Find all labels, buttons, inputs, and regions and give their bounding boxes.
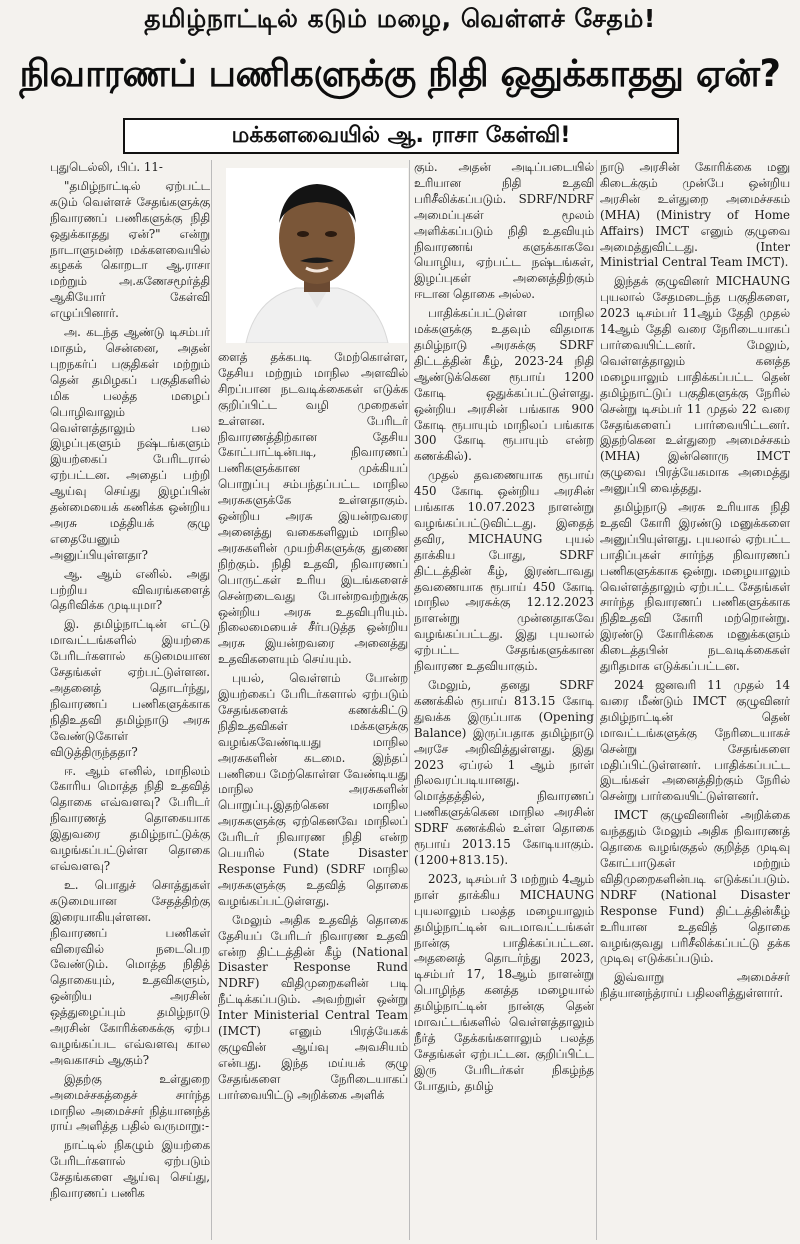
article-paragraph: IMCT குழுவினரின் அறிக்கை வந்ததும் மேலும் அதிக நிவாரணத் தொகை வழங்குதல் குறித்த முடிவு கோட்பாடுகள் மற்றும் விதிமுறைகளின்படி எடுக்கப்படும். NDRF (National Disaster Response Fund) திட்டத்தின்கீழ் உரியான உதவித் தொகை வழங்குவது பரிசீலிக்கப்பட்டு தக்க முடிவு எடுக்கப்படும். [600,808,790,966]
article-paragraph: ஈ. ஆம் எனில், மாநிலம் கோரிய மொத்த நிதி உதவித் தொகை எவ்வளவு? பேரிடர் நிவாரணத் தொகையாக இதுவரை தமிழ்நாட்டுக்கு வழங்கப்பட்டுள்ள தொகை எவ்வளவு? [50,763,210,873]
article-column-2 [218,350,408,1240]
article-paragraph: புதுடெல்லி, பிப். 11- [50,160,163,174]
kicker-headline: தமிழ்நாட்டில் கடும் மழை, வெள்ளச் சேதம்! [144,4,656,33]
column-divider [596,160,597,1240]
column-divider [409,160,410,1240]
main-headline: நிவாரணப் பணிகளுக்கு நிதி ஒதுக்காதது ஏன்? [19,52,781,95]
article-paragraph: இ. தமிழ்நாட்டின் எட்டு மாவட்டங்களில் இயற்கை பேரிடர்களால் கடுமையான சேதங்கள் ஏற்பட்டுள்ளன. அதனைத் தொடர்ந்து, நிவாரணப் பணிகளுக்காக நிதிஉதவி தமிழ்நாடு அரசு வேண்டுகோள் விடுத்திருந்ததா? [50,617,210,759]
article-paragraph: இவ்வாறு அமைச்சர் நித்யானந்த்ராய் பதிலளித்துள்ளார். [600,970,790,1001]
article-paragraph: உ. பொதுச் சொத்துகள் கடுமையான சேதத்திற்கு இரையாகியுள்ளன. நிவாரணப் பணிகள் விரைவில் நடைபெற வேண்டும். மொத்த நிதித் தொகையும், உதவிகளும், ஒன்றிய அரசின் ஒத்துழைப்பும் தமிழ்நாடு அரசின் கோரிக்கைக்கு ஏற்ப வழங்கப்பட எவ்வளவு கால அவகாசம் ஆகும்? [50,877,210,1067]
column-divider [211,160,212,1240]
article-paragraph: அ. கடந்த ஆண்டு டிசம்பர் மாதம், சென்னை, அதன் புறநகர்ப் பகுதிகள் மற்றும் தென் தமிழகப் பகுதிகளில் மிக பலத்த மழைப் பொழிவாலும் வெள்ளத்தாலும் பல இழப்புகளும் நஷ்டங்களும் இயற்கைப் பேரிடரால் ஏற்பட்டன. அதைப் பற்றி ஆய்வு செய்து இழப்பின் தன்மையைக் கணிக்க ஒன்றிய அரசு மத்தியக் குழு எதையேனும் அனுப்பியுள்ளதா? [50,325,210,562]
article-paragraph: தமிழ்நாடு அரசு உரியாக நிதி உதவி கோரி இரண்டு மனுக்களை அனுப்பியுள்ளது. புயலால் ஏற்பட்ட பாதிப்புகள் சார்ந்த நிவாரணப் பணிகளுக்காக ஒன்று. மழையாலும் வெள்ளத்தாலும் ஏற்பட்ட சேதங்கள் சார்ந்த நிவாரணப் பணிகளுக்காக நிதிஉதவி கோரி மற்றொன்று. இரண்டு கோரிக்கை மனுக்களும் கிடைத்தபின் நடவடிக்கைகள் துரிதமாக எடுக்கப்பட்டன. [600,500,790,674]
article-column-3 [414,160,594,1240]
article-paragraph: முதல் தவணையாக ரூபாய் 450 கோடி ஒன்றிய அரசின் பங்காக 10.07.2023 நாளன்று வழங்கப்பட்டுவிட்டது. இதைத் தவிர, MICHAUNG புயல் தாக்கிய போது, SDRF திட்டத்தின் கீழ், இரண்டாவது தவணையாக ரூபாய் 450 கோடி மாநில அரசுக்கு 12.12.2023 நாளன்று முன்னதாகவே வழங்கப்பட்டது. இது புயலால் ஏற்பட்ட சேதங்களுக்கான நிவாரண உதவியாகும். [414,468,594,674]
article-paragraph: நாட்டில் நிகழும் இயற்கை பேரிடர்களால் ஏற்படும் சேதங்களை ஆய்வு செய்து, நிவாரணப் பணிக [50,1138,210,1201]
article-paragraph: பாதிக்கப்பட்டுள்ள மாநில மக்களுக்கு உதவும் விதமாக தமிழ்நாடு அரசுக்கு SDRF திட்டத்தின் கீழ், 2023-24 நிதி ஆண்டுக்கென ரூபாய் 1200 கோடி ஒதுக்கப்பட்டுள்ளது. ஒன்றிய அரசின் பங்காக 900 கோடி ரூபாயும் மாநிலப் பங்காக 300 கோடி ரூபாயும் என்ற கணக்கில்). [414,306,594,464]
article-paragraph: இந்தக் குழுவினர் MICHAUNG புயலால் சேதமடைந்த பகுதிகளை, 2023 டிசம்பர் 11ஆம் தேதி முதல் 14ஆம் தேதி வரை நேரிடையாகப் பார்வையிட்டனர். மேலும், வெள்ளத்தாலும் கனத்த மழையாலும் பாதிக்கப்பட்ட தென் தமிழ்நாட்டுப் பகுதிகளுக்கு நேரில் சென்று டிசம்பர் 11 முதல் 22 வரை சேதங்களைப் பார்வையிட்டனர். இதற்கென உள்துறை அமைச்சகம் (MHA) இன்னொரு IMCT குழுவை பிரத்யேகமாக அமைத்து அனுப்பி வைத்தது. [600,274,790,496]
article-paragraph: நாடு அரசின் கோரிக்கை மனு கிடைக்கும் முன்பே ஒன்றிய அரசின் உள்துறை அமைச்சகம் (MHA) (Ministry of Home Affairs) IMCT எனும் குழுவை அமைத்துவிட்டது. (Inter Ministrial Central Team IMCT). [600,160,790,270]
article-paragraph: ஆ. ஆம் எனில். அது பற்றிய விவரங்களைத் தெரிவிக்க முடியுமா? [50,566,210,613]
portrait-photo [226,168,408,343]
article-column-1 [50,160,210,1240]
article-column-4 [600,160,790,1240]
article-paragraph: புயல், வெள்ளம் போன்ற இயற்கைப் பேரிடர்களால் ஏற்படும் சேதங்களைக் கணக்கிட்டு நிதிஉதவிகள் மக்களுக்கு வழங்கவேண்டியது மாநில அரசுகளின் கடமை. இந்தப் பணியை மேற்கொள்ள வேண்டியது மாநில அரசுகளின் பொறுப்பு.இதற்கென மாநில அரசுகளுக்கு ஏற்கெனவே மாநிலப் பேரிடர் நிவாரண நிதி என்ற பெயரில் (State Disaster Response Fund) (SDRF மாநில அரசுகளுக்கு உதவித் தொகை வழங்கப்பட்டுள்ளது. [218,671,408,908]
article-paragraph: மேலும், தனது SDRF கணக்கில் ரூபாய் 813.15 கோடி துவக்க இருப்பாக (Opening Balance) இருப்பதாக தமிழ்நாடு அரசே அறிவித்துள்ளது. இது 2023 ஏப்ரல் 1 ஆம் நாள் நிலவரப்படியானது. மொத்தத்தில், நிவாரணப் பணிகளுக்கென மாநில அரசின் SDRF கணக்கில் உள்ள தொகை ரூபாய் 2013.15 கோடியாகும். (1200+813.15). [414,678,594,867]
sub-headline-box: மக்களவையில் ஆ. ராசா கேள்வி! [123,118,679,154]
article-paragraph: ளைத் தக்கபடி மேற்கொள்ள, தேசிய மற்றும் மாநில அளவில் சிறப்பான நடவடிக்கைகள் எடுக்க குறிப்பிட்ட வழி முறைகள் உள்ளன. பேரிடர் நிவாரணத்திற்கான தேசிய கோட்பாட்டின்படி, நிவாரணப் பணிகளுக்கான முக்கியப் பொறுப்பு சம்பந்தப்பட்ட மாநில அரசுகளுக்கே உள்ளதாகும். ஒன்றிய அரசு இயன்றவரை அனைத்து வகைகளிலும் மாநில அரசுகளின் முயற்சிகளுக்கு துணை நிற்கும். நிதி உதவி, நிவாரணப் பொருட்கள் உரிய இடங்களைச் சென்றடைவது போன்றவற்றுக்கு ஒன்றிய அரசு உதவிபுரியும். நிலைமையைச் சீர்படுத்த ஒன்றிய அரசு இயன்றவரை அனைத்து உதவிகளையும் செய்யும். [218,350,408,667]
article-paragraph: கும். அதன் அடிப்படையில் உரியான நிதி உதவி பரிசீலிக்கப்படும். SDRF/NDRF அமைப்புகள் மூலம் அளிக்கப்படும் நிதி உதவியும் நிவாரணங் களுக்காகவே யொழிய, ஏற்பட்ட நஷ்டங்கள், இழப்புகள் அனைத்திற்கும் ஈடான தொகை அல்ல. [414,160,594,302]
article-paragraph: இதற்கு உள்துறை அமைச்சகத்தைச் சார்ந்த மாநில அமைச்சர் நித்யானந்த் ராய் அளித்த பதில் வருமாறு:- [50,1071,210,1134]
article-paragraph: மேலும் அதிக உதவித் தொகை தேசியப் பேரிடர் நிவாரண உதவி என்ற திட்டத்தின் கீழ் (National Disaster Response Rund NDRF) விதிமுறைகளின் படி நீட்டிக்கப்படும். அவற்றுள் ஒன்று Inter Ministerial Central Team (IMCT) எனும் பிரத்யேகக் குழுவின் ஆய்வு அவசியம் என்பது. இந்த மய்யக் குழு சேதங்களை நேரிடையாகப் பார்வையிட்டு அறிக்கை அளிக் [218,912,408,1102]
article-paragraph: 2023, டிசம்பர் 3 மற்றும் 4ஆம் நாள் தாக்கிய MICHAUNG புயலாலும் பலத்த மழையாலும் தமிழ்நாட்டின் வடமாவட்டங்கள் நான்கு பாதிக்கப்பட்டன. அதனைத் தொடர்ந்து 2023, டிசம்பர் 17, 18ஆம் நாளன்று பொழிந்த கனத்த மழையால் தமிழ்நாட்டின் நான்கு தென் மாவட்டங்களில் வெள்ளத்தாலும் நீர்த் தேக்கங்களாலும் பலத்த சேதங்கள் ஏற்பட்டன. குறிப்பிட்ட இரு பேரிடர்கள் நிகழ்ந்த போதும், தமிழ் [414,871,594,1093]
article-paragraph: "தமிழ்நாட்டில் ஏற்பட்ட கடும் வெள்ளச் சேதங்களுக்கு நிவாரணப் பணிகளுக்கு நிதி ஒதுக்காதது ஏன்?" என்று நாடாளுமன்ற மக்களவையில் கழகக் கொறடா ஆ.ராசா மற்றும் அ.கணேசமூர்த்தி ஆகியோர் கேள்வி எழுப்பினார். [50,178,210,321]
portrait-photo-icon [226,168,408,343]
article-paragraph: 2024 ஜனவரி 11 முதல் 14 வரை மீண்டும் IMCT குழுவினர் தமிழ்நாட்டின் தென் மாவட்டங்களுக்கு நேரிடையாகச் சென்று சேதங்களை மதிப்பிட்டுள்ளனர். பாதிக்கப்பட்ட இடங்கள் அனைத்திற்கும் நேரில் சென்று பார்வையிட்டுள்ளனர். [600,678,790,804]
